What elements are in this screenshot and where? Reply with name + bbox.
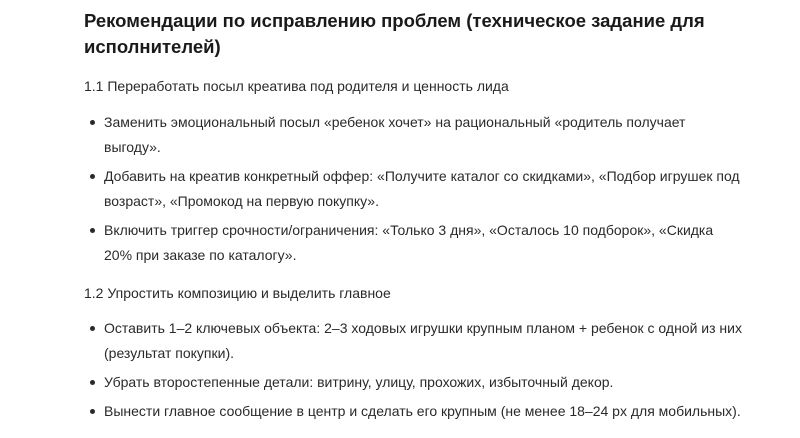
bullet-icon — [90, 380, 95, 385]
list-item-text: Включить триггер срочности/ограничения: «Только 3 дня», «Осталось 10 подборок», «Скидка 20% при заказе по каталогу». — [104, 222, 714, 263]
list-item-text: Оставить 1–2 ключевых объекта: 2–3 ходовых игрушки крупным планом + ребенок с одной из них (результат покупки). — [104, 320, 742, 361]
list-item — [84, 399, 744, 424]
list-item — [84, 110, 744, 160]
page-title: Рекомендации по исправлению проблем (техническое задание для исполнителей) — [84, 10, 705, 57]
bullet-icon — [90, 174, 95, 179]
bullet-list-1-2 — [84, 316, 744, 424]
list-item — [84, 164, 744, 214]
section-heading-1-1: 1.1 Переработать посыл креатива под родителя и ценность лида — [84, 78, 509, 94]
bullet-icon — [90, 409, 95, 414]
bullet-icon — [90, 326, 95, 331]
list-item-text: Убрать второстепенные детали: витрину, улицу, прохожих, избыточный декор. — [104, 374, 614, 390]
bullet-icon — [90, 228, 95, 233]
document-content — [84, 8, 744, 424]
list-item-text: Вынести главное сообщение в центр и сделать его крупным (не менее 18–24 px для мобильных). — [104, 403, 741, 419]
bullet-icon — [90, 120, 95, 125]
list-item — [84, 370, 744, 395]
list-item-text: Заменить эмоциональный посыл «ребенок хочет» на рациональный «родитель получает выгоду». — [104, 114, 686, 155]
list-item — [84, 316, 744, 366]
bullet-list-1-1 — [84, 110, 744, 268]
list-item-text: Добавить на креатив конкретный оффер: «Получите каталог со скидками», «Подбор игрушек под возраст», «Промокод на первую покупку». — [104, 168, 740, 209]
section-heading-1-2: 1.2 Упростить композицию и выделить главное — [84, 285, 391, 301]
list-item — [84, 218, 744, 268]
